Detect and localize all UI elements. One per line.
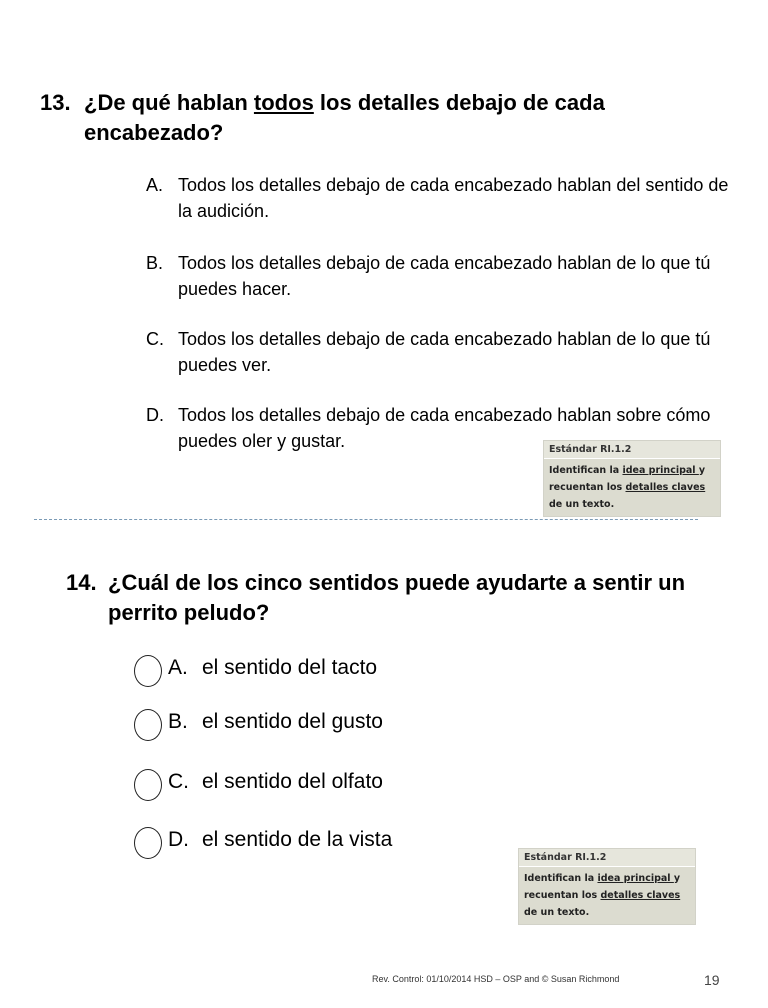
option-text: Todos los detalles debajo de cada encabezado hablan de lo que tú puedes ver. — [178, 329, 711, 375]
standard-description — [519, 867, 695, 924]
standard-text-2: y recuentan los — [524, 873, 681, 901]
option-text: Todos los detalles debajo de cada encabezado hablan de lo que tú puedes hacer. — [178, 253, 711, 299]
section-divider — [34, 519, 698, 520]
standard-text-3: de un texto. — [549, 499, 615, 510]
option-letter: C. — [146, 329, 164, 349]
page-number: 19 — [704, 972, 720, 988]
question-13-underlined-word: todos — [253, 90, 314, 115]
standard-underlined-2: detalles claves — [625, 482, 706, 493]
standard-text-1: Identifican la — [549, 465, 623, 476]
option-text: el sentido del tacto — [202, 656, 378, 679]
option-text: el sentido de la vista — [202, 828, 393, 851]
option-letter: D. — [168, 828, 189, 851]
standard-box-q14 — [518, 848, 696, 925]
question-13-text — [84, 88, 724, 148]
question-14-option-b[interactable] — [134, 706, 454, 740]
standard-underlined-1: idea principal — [622, 465, 699, 476]
question-14-option-c[interactable] — [134, 766, 454, 800]
option-text: Todos los detalles debajo de cada encabezado hablan del sentido de la audición. — [178, 175, 729, 221]
standard-text-3: de un texto. — [524, 907, 590, 918]
question-14-option-d[interactable] — [134, 824, 454, 858]
answer-bubble[interactable] — [134, 827, 162, 859]
answer-bubble[interactable] — [134, 769, 162, 801]
option-letter: C. — [168, 770, 189, 793]
question-14-text: ¿Cuál de los cinco sentidos puede ayudarte a sentir un perrito peludo? — [108, 570, 686, 625]
standard-underlined-2: detalles claves — [600, 890, 681, 901]
question-14-option-a[interactable] — [134, 652, 454, 686]
option-text: Todos los detalles debajo de cada encabezado hablan sobre cómo puedes oler y gustar. — [178, 405, 711, 451]
question-13-number: 13. — [40, 90, 71, 115]
question-14-number: 14. — [66, 570, 97, 595]
standard-description — [544, 459, 720, 516]
standard-box-q13 — [543, 440, 721, 517]
option-letter: B. — [146, 253, 164, 273]
standard-text-1: Identifican la — [524, 873, 598, 884]
standard-underlined-1: idea principal — [597, 873, 674, 884]
option-letter: B. — [168, 710, 188, 733]
question-13-text-start: ¿De qué hablan — [84, 90, 254, 115]
answer-bubble[interactable] — [134, 655, 162, 687]
footer-revision-text: Rev. Control: 01/10/2014 HSD – OSP and © Susan Richmond — [372, 974, 620, 984]
option-text: el sentido del gusto — [202, 710, 383, 733]
option-letter: D. — [146, 405, 164, 425]
standard-text-2: y recuentan los — [549, 465, 706, 493]
option-text: el sentido del olfato — [202, 770, 383, 793]
option-letter: A. — [168, 656, 188, 679]
answer-bubble[interactable] — [134, 709, 162, 741]
standard-title: Estándar RI.1.2 — [544, 441, 720, 459]
question-13-text-end: los detalles debajo de cada encabezado? — [84, 90, 605, 145]
option-letter: A. — [146, 175, 164, 195]
standard-title: Estándar RI.1.2 — [519, 849, 695, 867]
